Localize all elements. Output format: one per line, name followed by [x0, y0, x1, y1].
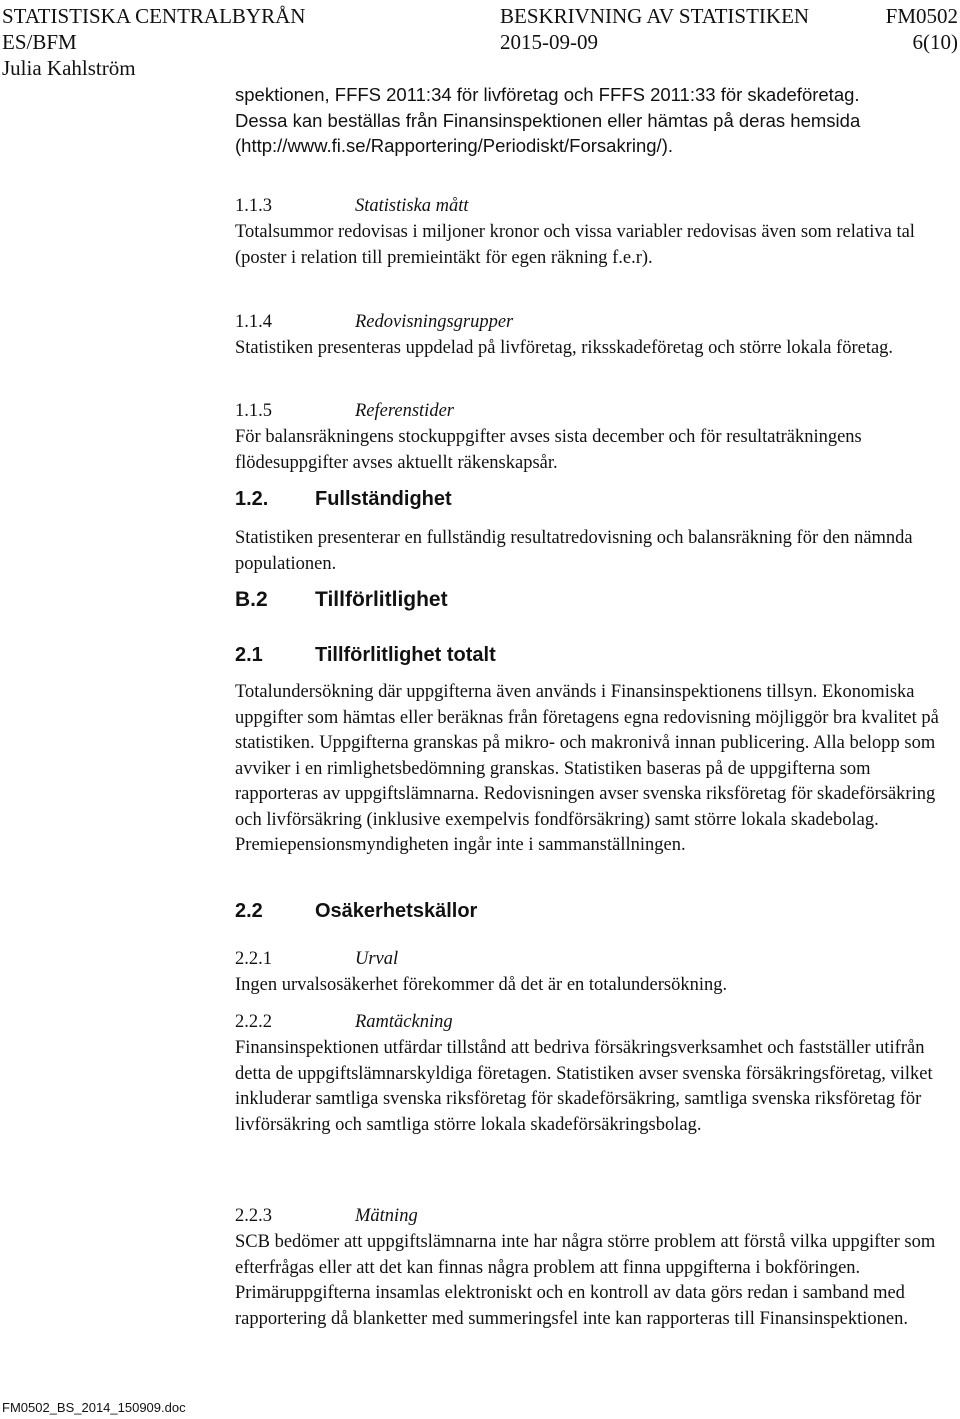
- heading-b-2: [235, 588, 448, 612]
- heading-number: 2.2.3: [235, 1206, 272, 1226]
- heading-title: Tillförlitlighet: [315, 588, 448, 611]
- heading-2-2-3: [235, 1204, 418, 1228]
- heading-2-2-2: [235, 1010, 453, 1034]
- heading-1-1-4: [235, 310, 513, 334]
- heading-number: 1.1.5: [235, 401, 272, 421]
- intro-link-line[interactable]: (http://www.fi.se/Rapportering/Periodiskt/Forsakring/).: [235, 135, 673, 156]
- heading-title: Ramtäckning: [355, 1012, 453, 1032]
- intro-line-1: spektionen, FFFS 2011:34 för livföretag och FFFS 2011:33 för skadeföretag.: [235, 84, 860, 105]
- paragraph-1-2: Statistiken presenterar en fullständig resultatredovisning och balansräkning för den nämnda populationen.: [235, 528, 913, 574]
- heading-title: Referenstider: [355, 401, 454, 421]
- paragraph-1-1-3: Totalsummor redovisas i miljoner kronor och vissa variabler redovisas även som relativa tal (poster i relation till premieintäkt för egen räkning f.e.r).: [235, 222, 915, 268]
- heading-1-1-5: [235, 399, 454, 423]
- paragraph-2-1: Totalundersökning där uppgifterna även används i Finansinspektionens tillsyn. Ekonomiska uppgifter som hämtas eller beräknas från företagens egna redovisning möjliggör bra kvalitet på statistiken. Uppgifterna granskas på mikro- och makronivå innan publicering. Alla belopp som avviker i en rimlighetsbedömning granskas. Statistiken baseras på de uppgifterna som rapporteras av uppgiftslämnarna. Redovisningen avser svenska riksföretag för skadeförsäkring och livförsäkring (inklusive exempelvis fondförsäkring) samt större lokala skadebolag. Premiepensionsmyndigheten ingår inte i sammanställningen.: [235, 682, 939, 855]
- heading-title: Tillförlitlighet totalt: [315, 644, 496, 666]
- heading-number: 2.2.1: [235, 949, 272, 969]
- heading-1-2: [235, 487, 452, 511]
- paragraph-2-2-2: Finansinspektionen utfärdar tillstånd att bedriva försäkringsverksamhet och fastställer utifrån detta de uppgiftslämnarskyldiga företagen. Statistiken avser svenska försäkringsföretag, vilket inkluderar samtliga svenska riksföretag för skadeförsäkring, samtliga svenska riksföretag för livförsäkring och samtliga större lokala skadeförsäkringsbolag.: [235, 1038, 933, 1135]
- paragraph-2-2-3: SCB bedömer att uppgiftslämnarna inte har några större problem att förstå vilka uppgifter som efterfrågas eller att det kan finnas några problem att finna uppgifterna i bokföringen. Primäruppgifterna insamlas elektroniskt och en kontroll av data görs redan i samband med rapportering då blanketter med summeringsfel inte kan rapporteras till Finansinspektionen.: [235, 1232, 936, 1329]
- heading-number: B.2: [235, 588, 268, 611]
- heading-title: Urval: [355, 949, 399, 969]
- heading-number: 1.2.: [235, 488, 269, 510]
- intro-line-2: Dessa kan beställas från Finansinspektionen eller hämtas på deras hemsida: [235, 109, 861, 131]
- heading-title: Osäkerhetskällor: [315, 900, 478, 922]
- heading-number: 2.1: [235, 644, 263, 666]
- paragraph-2-2-1: Ingen urvalsosäkerhet förekommer då det är en totalundersökning.: [235, 975, 728, 995]
- heading-number: 1.1.3: [235, 196, 272, 216]
- header-author: Julia Kahlström: [2, 56, 136, 80]
- paragraph-1-1-5: För balansräkningens stockuppgifter avses sista december och för resultaträkningens flödesuppgifter avses aktuellt räkenskapsår.: [235, 427, 862, 473]
- header-doc-code: FM0502: [885, 4, 958, 28]
- heading-number: 1.1.4: [235, 312, 272, 332]
- heading-title: Mätning: [355, 1206, 418, 1226]
- header-page-number: 6(10): [912, 30, 958, 54]
- heading-2-1: [235, 643, 496, 667]
- heading-number: 2.2: [235, 900, 263, 922]
- heading-number: 2.2.2: [235, 1012, 272, 1032]
- heading-1-1-3: [235, 194, 469, 218]
- footer-filename: FM0502_BS_2014_150909.doc: [2, 1400, 186, 1415]
- heading-title: Redovisningsgrupper: [355, 312, 514, 332]
- intro-paragraph: [235, 82, 940, 159]
- heading-title: Statistiska mått: [355, 196, 469, 216]
- header-org: STATISTISKA CENTRALBYRÅN: [2, 4, 306, 28]
- heading-title: Fullständighet: [315, 488, 452, 510]
- heading-2-2-1: [235, 947, 398, 971]
- header-dept: ES/BFM: [2, 30, 77, 54]
- header-date: 2015-09-09: [500, 30, 598, 54]
- heading-2-2: [235, 899, 477, 923]
- header-doc-type: BESKRIVNING AV STATISTIKEN: [500, 4, 810, 28]
- paragraph-1-1-4: Statistiken presenteras uppdelad på livföretag, riksskadeföretag och större lokala företag.: [235, 338, 894, 358]
